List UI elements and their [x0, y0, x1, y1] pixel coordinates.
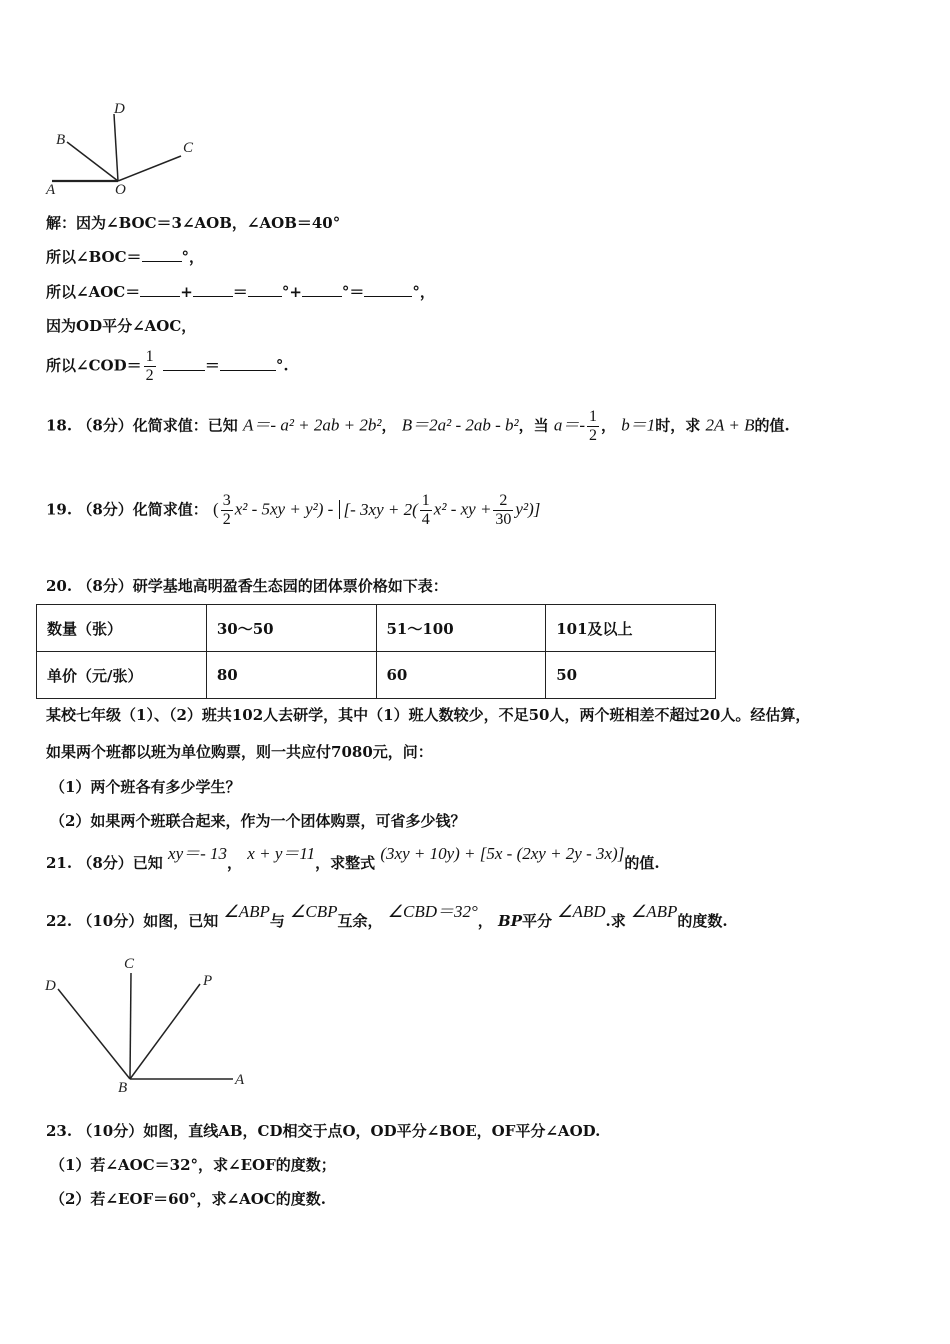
problem-number: 23.	[46, 1122, 73, 1140]
label-a: A	[235, 1072, 245, 1088]
problem-20-sub-2: （2）如果两个班联合起来，作为一个团体购票，可省多少钱？	[50, 812, 466, 830]
text: 时，求	[655, 416, 701, 435]
text: +	[180, 283, 193, 301]
solution-line-3	[46, 281, 435, 302]
table-cell: 101及以上	[546, 605, 716, 652]
fraction-half: $\frac{1}{2}$	[589, 408, 598, 444]
text: ，求整式	[315, 854, 376, 872]
label-b: B	[118, 1080, 128, 1096]
fraction: $\frac{3}{2}$	[222, 492, 231, 528]
answer-blank[interactable]	[220, 357, 276, 371]
text: 如图，已知	[143, 912, 219, 930]
problem-20-paragraph-1: 某校七年级（1）、（2）班共102人去研学，其中（1）班人数较少，不足50人，两个班相差不超过20人。经估算，	[46, 706, 811, 724]
text: 所以∠BOC＝	[46, 248, 142, 266]
text: 所以∠COD＝	[46, 356, 142, 375]
angle-abp: ∠ABP	[223, 902, 270, 921]
text: ，	[227, 854, 243, 872]
math: (	[213, 499, 219, 519]
text: °＝	[341, 283, 365, 301]
answer-blank[interactable]	[163, 357, 205, 371]
text: ，	[601, 416, 617, 435]
problem-20-paragraph-2: 如果两个班都以班为单位购票，则一共应付7080元，问：	[46, 743, 433, 761]
table-cell: 60	[376, 652, 546, 699]
text: ，当	[518, 416, 549, 435]
text: ，	[477, 912, 493, 930]
table-cell: 80	[206, 652, 376, 699]
label-d: D	[114, 101, 125, 117]
text: ＝	[232, 283, 248, 301]
text: 研学基地高明盈香生态园的团体票价格如下表：	[132, 577, 448, 595]
target-expression: 2A + B	[705, 415, 755, 435]
text: 所以∠AOC＝	[46, 283, 141, 301]
text: .求	[605, 912, 626, 930]
text: °.	[275, 356, 289, 375]
problem-23-sub-2: （2）若∠EOF＝60°，求∠AOC的度数.	[50, 1190, 326, 1208]
text: 的值.	[624, 854, 660, 872]
problem-22	[46, 902, 728, 931]
expression-b: B＝2a² - 2ab - b²	[401, 415, 519, 435]
answer-blank[interactable]	[248, 283, 282, 297]
polynomial-expression: (3xy + 10y) + [5x - (2xy + 2y - 3x)]	[380, 844, 625, 863]
label-a: A	[46, 182, 56, 198]
problem-number: 20.	[46, 577, 73, 595]
angle-abp: ∠ABP	[631, 902, 678, 921]
answer-blank[interactable]	[142, 248, 182, 262]
problem-23	[46, 1120, 600, 1141]
fraction: $\frac{2}{30}$	[495, 492, 512, 528]
text: 的度数.	[677, 912, 728, 930]
text: 平分	[522, 912, 553, 930]
text: 已知	[132, 854, 163, 872]
table-cell: 单价（元/张）	[37, 652, 207, 699]
problem-18	[46, 408, 790, 445]
text: 互余，	[337, 912, 383, 930]
a-value: a＝-	[553, 415, 586, 435]
solution-line-4: 因为OD平分∠AOC，	[46, 317, 197, 335]
table-cell: 数量（张）	[37, 605, 207, 652]
text: ＝	[204, 356, 220, 375]
label-d: D	[45, 978, 56, 994]
angle-figure-aob	[38, 96, 208, 200]
expression-a: A＝- a² + 2ab + 2b²	[243, 415, 382, 435]
problem-score: （8分）	[77, 416, 133, 435]
fraction: $\frac{1}{4}$	[421, 492, 430, 528]
answer-blank[interactable]	[302, 283, 342, 297]
fraction-half: $\frac{1}{2}$	[145, 348, 154, 384]
angle-cbd-value: ∠CBD＝32°	[387, 902, 478, 921]
table-cell: 30～50	[206, 605, 376, 652]
text: BP	[498, 912, 522, 930]
problem-20-sub-1: （1）两个班各有多少学生？	[50, 778, 241, 796]
text: ，	[381, 416, 397, 435]
math: [- 3xy + 2(	[339, 500, 418, 519]
table-cell: 50	[546, 652, 716, 699]
table-row	[37, 605, 716, 652]
math: x² - xy +	[433, 499, 492, 519]
answer-blank[interactable]	[140, 283, 180, 297]
problem-number: 22.	[46, 912, 73, 930]
problem-score: （10分）	[77, 1122, 144, 1140]
angle-figure-dbc	[38, 952, 258, 1096]
answer-blank[interactable]	[364, 283, 412, 297]
label-p: P	[203, 973, 213, 989]
solution-line-1: 解：因为∠BOC＝3∠AOB，∠AOB＝40°	[46, 214, 341, 232]
answer-blank[interactable]	[193, 283, 233, 297]
label-c: C	[183, 140, 194, 156]
price-table	[36, 604, 716, 699]
label-b: B	[56, 132, 66, 148]
problem-19	[46, 492, 540, 529]
condition-xy: xy＝- 13	[168, 844, 228, 863]
angle-abd: ∠ABD	[557, 902, 606, 921]
table-cell: 51～100	[376, 605, 546, 652]
text: 与	[269, 912, 285, 930]
text: 的值.	[754, 416, 790, 435]
solution-line-5	[46, 348, 289, 385]
math: y²)]	[515, 499, 541, 519]
problem-score: （8分）	[77, 500, 133, 519]
text: °，	[181, 248, 205, 266]
angle-cbp: ∠CBP	[290, 902, 338, 921]
text: 如图，直线AB，CD相交于点O，OD平分∠BOE，OF平分∠AOD.	[143, 1122, 601, 1140]
label-o: O	[115, 182, 126, 198]
solution-line-2	[46, 246, 204, 267]
text: 化简求值：已知	[132, 416, 238, 435]
problem-23-sub-1: （1）若∠AOC＝32°，求∠EOF的度数；	[50, 1156, 336, 1174]
condition-x-plus-y: x + y＝11	[247, 844, 316, 863]
problem-score: （10分）	[77, 912, 144, 930]
problem-number: 18.	[46, 416, 73, 435]
problem-20	[46, 575, 448, 596]
problem-21	[46, 844, 660, 873]
table-row	[37, 652, 716, 699]
problem-number: 21.	[46, 854, 73, 872]
text: °，	[412, 283, 435, 301]
math: x² - 5xy + y²) -	[234, 499, 334, 519]
text: 化简求值：	[132, 500, 208, 519]
label-c: C	[124, 956, 135, 972]
text: °+	[281, 283, 302, 301]
problem-score: （8分）	[77, 577, 133, 595]
problem-score: （8分）	[77, 854, 133, 872]
b-value: b＝1	[621, 415, 656, 435]
problem-number: 19.	[46, 500, 73, 519]
